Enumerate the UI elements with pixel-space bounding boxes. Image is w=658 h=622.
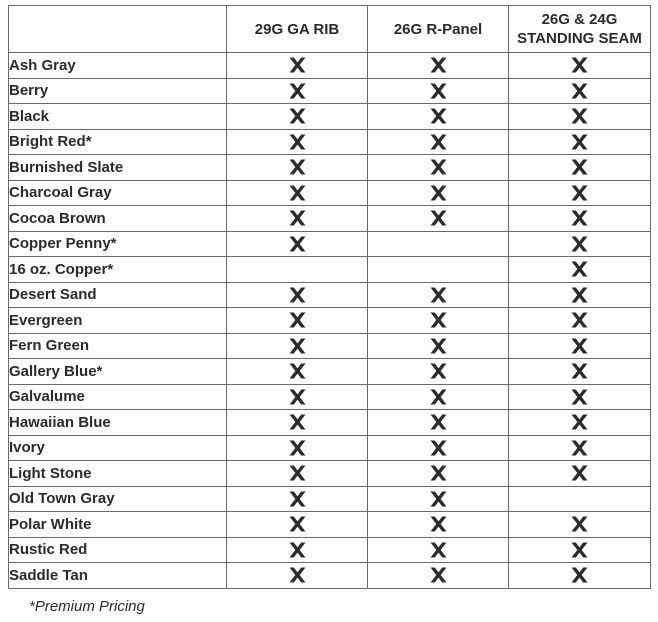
x-mark-icon bbox=[289, 210, 306, 226]
x-mark-icon bbox=[289, 567, 306, 583]
color-name-cell: Desert Sand bbox=[9, 282, 227, 308]
availability-cell-standing-seam bbox=[509, 129, 651, 155]
x-mark-icon bbox=[289, 491, 306, 507]
availability-cell-29g-ga-rib bbox=[227, 104, 368, 130]
color-name-cell: Saddle Tan bbox=[9, 563, 227, 589]
table-row bbox=[9, 333, 651, 359]
premium-pricing-footnote: *Premium Pricing bbox=[29, 598, 145, 615]
x-mark-icon bbox=[430, 57, 447, 73]
x-mark-icon bbox=[430, 83, 447, 99]
color-name-cell: Light Stone bbox=[9, 461, 227, 487]
availability-cell-standing-seam bbox=[509, 104, 651, 130]
color-name-cell: Ivory bbox=[9, 435, 227, 461]
x-mark-icon bbox=[430, 389, 447, 405]
x-mark-icon bbox=[289, 363, 306, 379]
x-mark-icon bbox=[571, 414, 588, 430]
availability-cell-29g-ga-rib bbox=[227, 308, 368, 334]
color-name-cell: Rustic Red bbox=[9, 537, 227, 563]
availability-cell-26g-r-panel bbox=[368, 512, 509, 538]
availability-cell-29g-ga-rib bbox=[227, 461, 368, 487]
availability-cell-26g-r-panel bbox=[368, 78, 509, 104]
availability-cell-29g-ga-rib bbox=[227, 53, 368, 79]
column-header-29g-ga-rib: 29G GA RIB bbox=[227, 6, 368, 53]
x-mark-icon bbox=[430, 414, 447, 430]
table-row bbox=[9, 486, 651, 512]
table-row bbox=[9, 282, 651, 308]
availability-cell-26g-r-panel bbox=[368, 155, 509, 181]
x-mark-icon bbox=[571, 287, 588, 303]
availability-cell-26g-r-panel bbox=[368, 486, 509, 512]
availability-cell-29g-ga-rib bbox=[227, 333, 368, 359]
availability-cell-standing-seam bbox=[509, 512, 651, 538]
x-mark-icon bbox=[289, 57, 306, 73]
table-row bbox=[9, 537, 651, 563]
x-mark-icon bbox=[289, 159, 306, 175]
availability-cell-26g-r-panel bbox=[368, 333, 509, 359]
x-mark-icon bbox=[289, 338, 306, 354]
x-mark-icon bbox=[289, 287, 306, 303]
x-mark-icon bbox=[571, 57, 588, 73]
availability-cell-26g-r-panel bbox=[368, 384, 509, 410]
x-mark-icon bbox=[430, 108, 447, 124]
availability-cell-29g-ga-rib bbox=[227, 257, 368, 283]
color-name-cell: Bright Red* bbox=[9, 129, 227, 155]
x-mark-icon bbox=[430, 440, 447, 456]
x-mark-icon bbox=[289, 83, 306, 99]
table-row bbox=[9, 461, 651, 487]
availability-cell-standing-seam bbox=[509, 257, 651, 283]
x-mark-icon bbox=[571, 236, 588, 252]
table-row bbox=[9, 359, 651, 385]
availability-cell-standing-seam bbox=[509, 282, 651, 308]
color-name-cell: Burnished Slate bbox=[9, 155, 227, 181]
color-name-cell: Polar White bbox=[9, 512, 227, 538]
table-row bbox=[9, 78, 651, 104]
availability-cell-26g-r-panel bbox=[368, 461, 509, 487]
availability-cell-standing-seam bbox=[509, 206, 651, 232]
color-name-cell: Cocoa Brown bbox=[9, 206, 227, 232]
x-mark-icon bbox=[289, 516, 306, 532]
x-mark-icon bbox=[571, 542, 588, 558]
availability-cell-26g-r-panel bbox=[368, 180, 509, 206]
color-name-cell: Ash Gray bbox=[9, 53, 227, 79]
x-mark-icon bbox=[289, 440, 306, 456]
availability-cell-standing-seam bbox=[509, 333, 651, 359]
availability-cell-29g-ga-rib bbox=[227, 129, 368, 155]
availability-cell-26g-r-panel bbox=[368, 257, 509, 283]
x-mark-icon bbox=[430, 287, 447, 303]
color-name-cell: Berry bbox=[9, 78, 227, 104]
x-mark-icon bbox=[430, 542, 447, 558]
table-row bbox=[9, 180, 651, 206]
availability-cell-standing-seam bbox=[509, 231, 651, 257]
x-mark-icon bbox=[571, 567, 588, 583]
x-mark-icon bbox=[571, 516, 588, 532]
color-name-cell: 16 oz. Copper* bbox=[9, 257, 227, 283]
availability-cell-standing-seam bbox=[509, 308, 651, 334]
availability-cell-standing-seam bbox=[509, 461, 651, 487]
availability-cell-standing-seam bbox=[509, 486, 651, 512]
availability-cell-26g-r-panel bbox=[368, 129, 509, 155]
x-mark-icon bbox=[571, 108, 588, 124]
availability-cell-26g-r-panel bbox=[368, 206, 509, 232]
x-mark-icon bbox=[571, 440, 588, 456]
x-mark-icon bbox=[430, 465, 447, 481]
table-row bbox=[9, 129, 651, 155]
availability-cell-29g-ga-rib bbox=[227, 537, 368, 563]
availability-cell-26g-r-panel bbox=[368, 435, 509, 461]
x-mark-icon bbox=[571, 465, 588, 481]
x-mark-icon bbox=[430, 159, 447, 175]
availability-cell-26g-r-panel bbox=[368, 231, 509, 257]
availability-cell-29g-ga-rib bbox=[227, 486, 368, 512]
x-mark-icon bbox=[289, 542, 306, 558]
availability-cell-26g-r-panel bbox=[368, 563, 509, 589]
availability-cell-standing-seam bbox=[509, 410, 651, 436]
x-mark-icon bbox=[571, 159, 588, 175]
color-name-cell: Galvalume bbox=[9, 384, 227, 410]
availability-cell-26g-r-panel bbox=[368, 359, 509, 385]
availability-cell-standing-seam bbox=[509, 180, 651, 206]
x-mark-icon bbox=[430, 134, 447, 150]
x-mark-icon bbox=[430, 516, 447, 532]
x-mark-icon bbox=[430, 210, 447, 226]
table-row bbox=[9, 53, 651, 79]
availability-cell-26g-r-panel bbox=[368, 308, 509, 334]
x-mark-icon bbox=[430, 185, 447, 201]
availability-cell-standing-seam bbox=[509, 359, 651, 385]
color-name-cell: Old Town Gray bbox=[9, 486, 227, 512]
x-mark-icon bbox=[571, 83, 588, 99]
x-mark-icon bbox=[571, 338, 588, 354]
x-mark-icon bbox=[430, 338, 447, 354]
color-name-cell: Evergreen bbox=[9, 308, 227, 334]
x-mark-icon bbox=[289, 185, 306, 201]
header-corner-cell bbox=[9, 6, 227, 53]
header-row bbox=[9, 6, 651, 53]
table-row bbox=[9, 308, 651, 334]
table-row bbox=[9, 257, 651, 283]
availability-cell-26g-r-panel bbox=[368, 537, 509, 563]
x-mark-icon bbox=[289, 236, 306, 252]
x-mark-icon bbox=[571, 363, 588, 379]
availability-cell-29g-ga-rib bbox=[227, 180, 368, 206]
availability-cell-standing-seam bbox=[509, 537, 651, 563]
x-mark-icon bbox=[289, 414, 306, 430]
availability-cell-26g-r-panel bbox=[368, 104, 509, 130]
x-mark-icon bbox=[289, 108, 306, 124]
color-name-cell: Charcoal Gray bbox=[9, 180, 227, 206]
availability-cell-29g-ga-rib bbox=[227, 282, 368, 308]
x-mark-icon bbox=[571, 134, 588, 150]
color-name-cell: Fern Green bbox=[9, 333, 227, 359]
column-header-standing-seam: 26G & 24G STANDING SEAM bbox=[509, 6, 651, 53]
color-name-cell: Black bbox=[9, 104, 227, 130]
table-row bbox=[9, 410, 651, 436]
availability-cell-standing-seam bbox=[509, 78, 651, 104]
table-row bbox=[9, 384, 651, 410]
x-mark-icon bbox=[289, 134, 306, 150]
availability-cell-29g-ga-rib bbox=[227, 78, 368, 104]
table-row bbox=[9, 512, 651, 538]
color-name-cell: Gallery Blue* bbox=[9, 359, 227, 385]
table-row bbox=[9, 155, 651, 181]
x-mark-icon bbox=[430, 491, 447, 507]
availability-cell-29g-ga-rib bbox=[227, 155, 368, 181]
color-name-cell: Hawaiian Blue bbox=[9, 410, 227, 436]
availability-cell-29g-ga-rib bbox=[227, 563, 368, 589]
availability-cell-29g-ga-rib bbox=[227, 410, 368, 436]
x-mark-icon bbox=[430, 312, 447, 328]
table-row bbox=[9, 435, 651, 461]
availability-cell-26g-r-panel bbox=[368, 53, 509, 79]
x-mark-icon bbox=[571, 261, 588, 277]
availability-cell-26g-r-panel bbox=[368, 410, 509, 436]
table-row bbox=[9, 104, 651, 130]
table-row bbox=[9, 206, 651, 232]
column-header-26g-r-panel: 26G R-Panel bbox=[368, 6, 509, 53]
availability-cell-29g-ga-rib bbox=[227, 435, 368, 461]
x-mark-icon bbox=[289, 465, 306, 481]
availability-cell-29g-ga-rib bbox=[227, 384, 368, 410]
availability-cell-29g-ga-rib bbox=[227, 359, 368, 385]
availability-cell-standing-seam bbox=[509, 435, 651, 461]
table-body bbox=[9, 53, 651, 589]
availability-cell-26g-r-panel bbox=[368, 282, 509, 308]
table-row bbox=[9, 563, 651, 589]
x-mark-icon bbox=[571, 389, 588, 405]
color-availability-table bbox=[8, 5, 651, 589]
availability-cell-standing-seam bbox=[509, 53, 651, 79]
x-mark-icon bbox=[571, 185, 588, 201]
x-mark-icon bbox=[571, 210, 588, 226]
table-row bbox=[9, 231, 651, 257]
availability-cell-29g-ga-rib bbox=[227, 512, 368, 538]
color-name-cell: Copper Penny* bbox=[9, 231, 227, 257]
x-mark-icon bbox=[289, 312, 306, 328]
availability-cell-29g-ga-rib bbox=[227, 206, 368, 232]
availability-cell-standing-seam bbox=[509, 563, 651, 589]
x-mark-icon bbox=[571, 312, 588, 328]
x-mark-icon bbox=[430, 567, 447, 583]
x-mark-icon bbox=[430, 363, 447, 379]
availability-cell-standing-seam bbox=[509, 384, 651, 410]
availability-cell-standing-seam bbox=[509, 155, 651, 181]
x-mark-icon bbox=[289, 389, 306, 405]
availability-cell-29g-ga-rib bbox=[227, 231, 368, 257]
